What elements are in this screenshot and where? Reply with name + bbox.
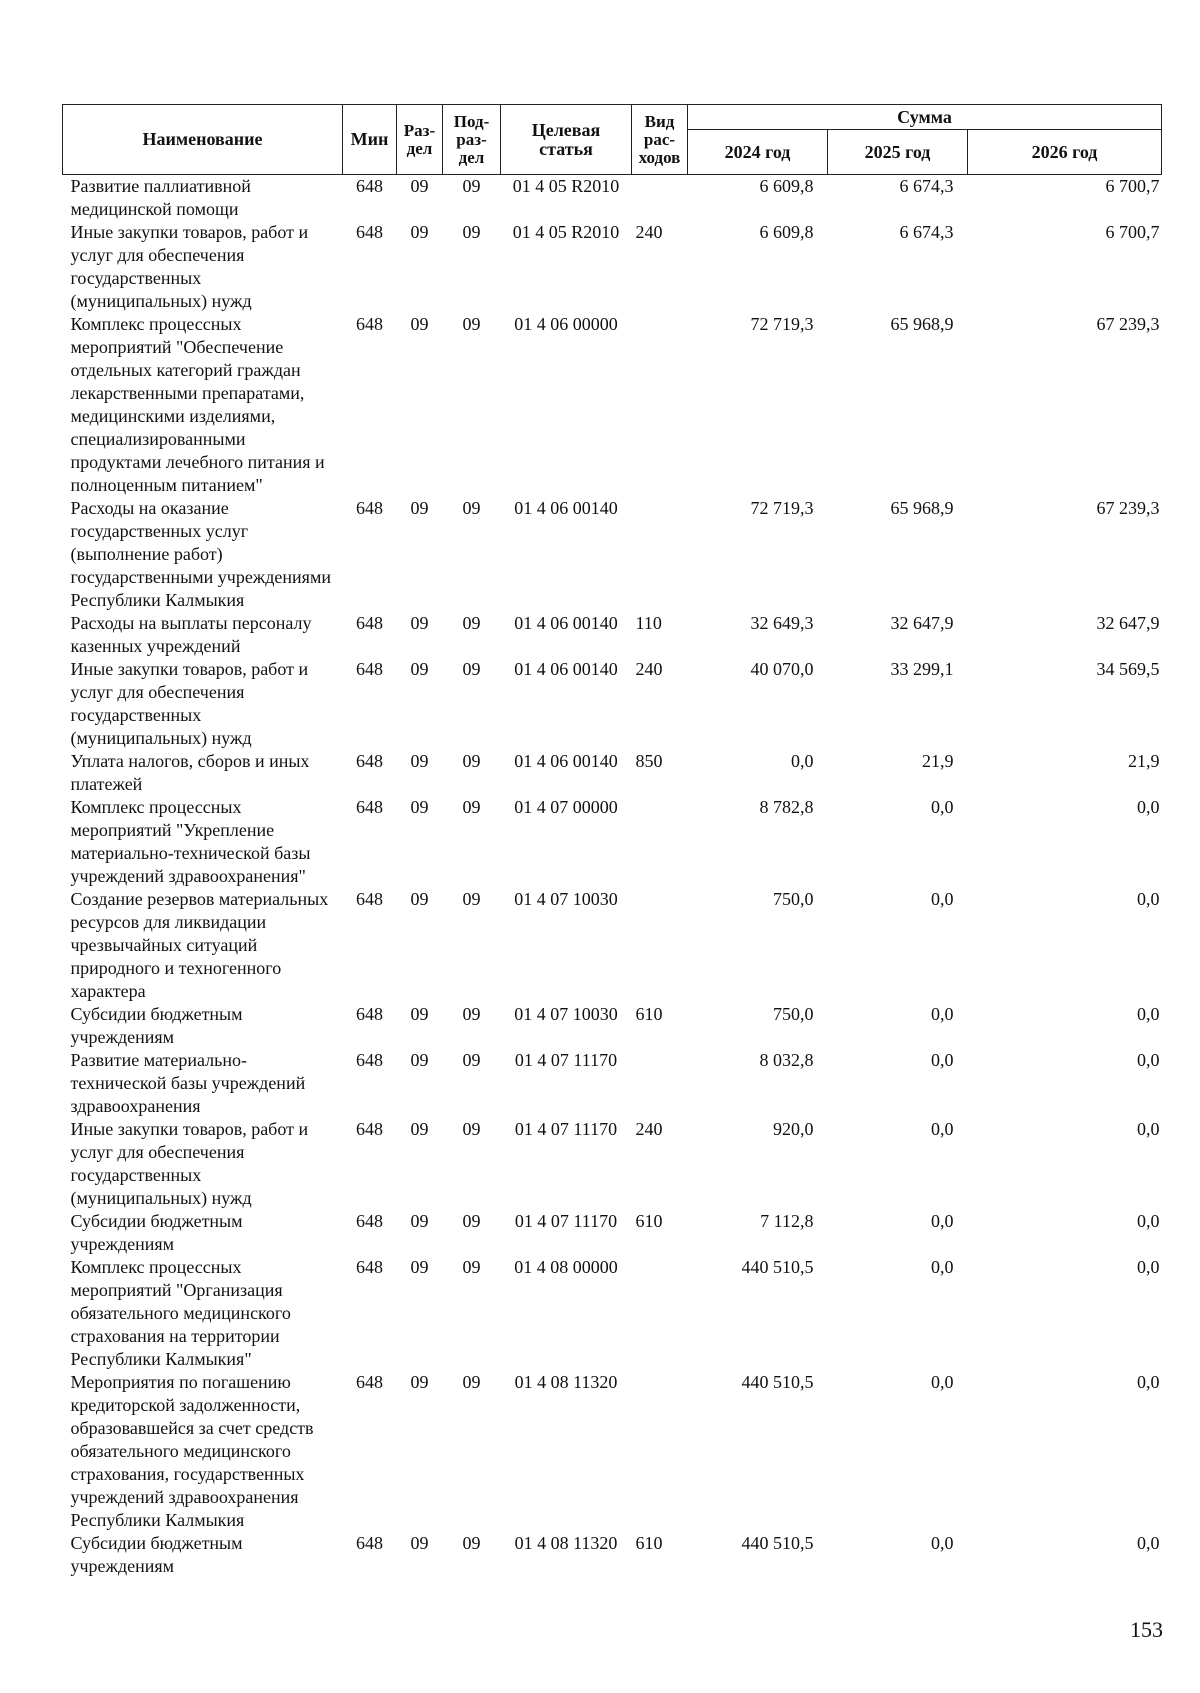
table-header [63, 105, 1162, 175]
cell-2025: 65 968,9 [890, 498, 954, 518]
cell-name: Развитие паллиативной медицинской помощи [70, 176, 251, 219]
table-body [63, 175, 1162, 1579]
cell-2024: 6 609,8 [759, 176, 814, 196]
cell-target: 01 4 05 R2010 [512, 176, 620, 196]
cell-podrazdel: 09 [462, 1372, 481, 1392]
cell-razdel: 09 [410, 1004, 429, 1024]
cell-target: 01 4 06 00000 [514, 314, 618, 334]
cell-2025: 21,9 [922, 751, 954, 771]
cell-name: Мероприятия по погашению кредиторской задолженности, образовавшейся за счет средств обязательного медицинского страхования, государственных учреждений здравоохранения Республики Калмыкия [70, 1372, 314, 1530]
cell-2025: 0,0 [931, 1211, 954, 1231]
cell-2026: 0,0 [1137, 889, 1160, 909]
cell-name: Субсидии бюджетным учреждениям [70, 1533, 243, 1576]
header-2025: 2025 год [828, 130, 968, 175]
cell-2024: 750,0 [773, 1004, 814, 1024]
cell-2025: 0,0 [931, 1372, 954, 1392]
cell-podrazdel: 09 [462, 797, 481, 817]
cell-min: 648 [356, 1257, 383, 1277]
cell-2025: 0,0 [931, 1050, 954, 1070]
table-row [63, 313, 1162, 497]
table-row [63, 175, 1162, 222]
cell-min: 648 [356, 1372, 383, 1392]
table-row [63, 796, 1162, 888]
cell-min: 648 [356, 659, 383, 679]
cell-2025: 6 674,3 [899, 176, 954, 196]
cell-target: 01 4 05 R2010 [512, 222, 620, 242]
cell-2025: 32 647,9 [890, 613, 954, 633]
cell-podrazdel: 09 [462, 889, 481, 909]
cell-2024: 6 609,8 [759, 222, 814, 242]
cell-2024: 440 510,5 [741, 1372, 814, 1392]
cell-min: 648 [356, 314, 383, 334]
cell-razdel: 09 [410, 498, 429, 518]
table-row [63, 658, 1162, 750]
cell-razdel: 09 [410, 797, 429, 817]
cell-vid [632, 1371, 688, 1532]
cell-vid: 110 [635, 613, 662, 633]
header-min: Мин [343, 105, 397, 175]
table-row [63, 497, 1162, 612]
cell-name: Комплекс процессных мероприятий "Обеспечение отдельных категорий граждан лекарственными препаратами, медицинскими изделиями, специализированными продуктами лечебного питания и полноценным питанием" [70, 314, 325, 495]
cell-target: 01 4 06 00140 [514, 751, 618, 771]
cell-2026: 0,0 [1137, 797, 1160, 817]
cell-razdel: 09 [410, 751, 429, 771]
cell-name: Иные закупки товаров, работ и услуг для обеспечения государственных (муниципальных) нужд [70, 659, 309, 748]
cell-vid: 240 [635, 659, 663, 679]
cell-min: 648 [356, 222, 383, 242]
cell-target: 01 4 06 00140 [514, 498, 618, 518]
page-number: 153 [1130, 1617, 1163, 1642]
cell-vid: 610 [635, 1211, 663, 1231]
cell-name: Иные закупки товаров, работ и услуг для обеспечения государственных (муниципальных) нужд [70, 222, 309, 311]
cell-razdel: 09 [410, 659, 429, 679]
cell-razdel: 09 [410, 1257, 429, 1277]
cell-min: 648 [356, 176, 383, 196]
cell-name: Субсидии бюджетным учреждениям [70, 1004, 243, 1047]
cell-podrazdel: 09 [462, 1533, 481, 1553]
cell-2024: 72 719,3 [750, 498, 814, 518]
cell-min: 648 [356, 889, 383, 909]
header-name: Наименование [63, 105, 343, 175]
cell-2025: 0,0 [931, 1119, 954, 1139]
cell-name: Комплекс процессных мероприятий "Организация обязательного медицинского страхования на территории Республики Калмыкия" [70, 1257, 291, 1369]
cell-2026: 6 700,7 [1105, 222, 1160, 242]
header-summa: Сумма [688, 105, 1162, 130]
cell-min: 648 [356, 1050, 383, 1070]
cell-2024: 72 719,3 [750, 314, 814, 334]
cell-razdel: 09 [410, 314, 429, 334]
table-row [63, 612, 1162, 658]
cell-2024: 32 649,3 [750, 613, 814, 633]
cell-podrazdel: 09 [462, 176, 481, 196]
cell-podrazdel: 09 [462, 613, 481, 633]
cell-2026: 0,0 [1137, 1004, 1160, 1024]
table-row [63, 1210, 1162, 1256]
cell-2025: 65 968,9 [890, 314, 954, 334]
cell-2024: 0,0 [791, 751, 814, 771]
cell-name: Создание резервов материальных ресурсов для ликвидации чрезвычайных ситуаций природного и техногенного характера [70, 889, 329, 1001]
cell-2024: 750,0 [773, 889, 814, 909]
cell-name: Иные закупки товаров, работ и услуг для обеспечения государственных (муниципальных) нужд [70, 1119, 309, 1208]
cell-podrazdel: 09 [462, 659, 481, 679]
cell-2024: 920,0 [773, 1119, 814, 1139]
cell-2026: 0,0 [1137, 1211, 1160, 1231]
cell-podrazdel: 09 [462, 222, 481, 242]
cell-vid [632, 1049, 688, 1118]
cell-2024: 440 510,5 [741, 1533, 814, 1553]
table-row [63, 1256, 1162, 1371]
cell-2026: 34 569,5 [1096, 659, 1160, 679]
cell-razdel: 09 [410, 1372, 429, 1392]
cell-razdel: 09 [410, 1119, 429, 1139]
cell-razdel: 09 [410, 1211, 429, 1231]
cell-2024: 7 112,8 [760, 1211, 814, 1231]
cell-2026: 0,0 [1137, 1119, 1160, 1139]
header-razdel: Раз- дел [397, 105, 443, 175]
table-row [63, 1118, 1162, 1210]
cell-podrazdel: 09 [462, 1004, 481, 1024]
table-row [63, 1049, 1162, 1118]
cell-min: 648 [356, 751, 383, 771]
cell-2024: 8 782,8 [759, 797, 814, 817]
cell-vid: 240 [635, 1119, 663, 1139]
cell-2025: 6 674,3 [899, 222, 954, 242]
cell-podrazdel: 09 [462, 751, 481, 771]
header-2026: 2026 год [968, 130, 1162, 175]
cell-vid: 610 [635, 1533, 663, 1553]
cell-2025: 0,0 [931, 1004, 954, 1024]
cell-podrazdel: 09 [462, 314, 481, 334]
cell-target: 01 4 06 00140 [514, 659, 618, 679]
table-row [63, 888, 1162, 1003]
cell-2024: 8 032,8 [759, 1050, 814, 1070]
cell-name: Субсидии бюджетным учреждениям [70, 1211, 243, 1254]
table-row [63, 221, 1162, 313]
cell-vid: 850 [635, 751, 663, 771]
cell-2026: 67 239,3 [1096, 314, 1160, 334]
header-target: Целевая статья [501, 105, 632, 175]
cell-podrazdel: 09 [462, 498, 481, 518]
cell-2025: 0,0 [931, 797, 954, 817]
cell-target: 01 4 08 11320 [514, 1372, 618, 1392]
cell-target: 01 4 06 00140 [514, 613, 618, 633]
cell-vid: 610 [635, 1004, 663, 1024]
cell-2026: 32 647,9 [1096, 613, 1160, 633]
cell-name: Уплата налогов, сборов и иных платежей [70, 751, 310, 794]
cell-target: 01 4 07 11170 [514, 1211, 618, 1231]
cell-razdel: 09 [410, 1533, 429, 1553]
cell-vid [632, 1256, 688, 1371]
budget-table [62, 104, 1162, 1578]
cell-name: Расходы на оказание государственных услуг (выполнение работ) государственными учреждениями Республики Калмыкия [70, 498, 331, 610]
cell-razdel: 09 [410, 889, 429, 909]
cell-name: Комплекс процессных мероприятий "Укрепление материально-технической базы учреждений здравоохранения" [70, 797, 311, 886]
cell-vid [632, 313, 688, 497]
header-podrazdel: Под- раз- дел [443, 105, 501, 175]
cell-2025: 33 299,1 [890, 659, 954, 679]
cell-podrazdel: 09 [462, 1257, 481, 1277]
cell-2024: 440 510,5 [741, 1257, 814, 1277]
cell-vid [632, 175, 688, 222]
table-row [63, 1371, 1162, 1532]
cell-min: 648 [356, 1119, 383, 1139]
cell-target: 01 4 08 00000 [514, 1257, 618, 1277]
cell-2024: 40 070,0 [750, 659, 814, 679]
cell-2025: 0,0 [931, 889, 954, 909]
cell-2026: 67 239,3 [1096, 498, 1160, 518]
cell-target: 01 4 07 11170 [514, 1119, 618, 1139]
cell-2026: 0,0 [1137, 1050, 1160, 1070]
cell-vid [632, 796, 688, 888]
cell-vid [632, 888, 688, 1003]
table-row [63, 1003, 1162, 1049]
cell-podrazdel: 09 [462, 1211, 481, 1231]
cell-razdel: 09 [410, 176, 429, 196]
table-row [63, 750, 1162, 796]
cell-name: Развитие материально-технической базы учреждений здравоохранения [70, 1050, 306, 1116]
cell-min: 648 [356, 797, 383, 817]
cell-razdel: 09 [410, 1050, 429, 1070]
cell-min: 648 [356, 498, 383, 518]
header-2024: 2024 год [688, 130, 828, 175]
cell-vid [632, 497, 688, 612]
cell-2026: 0,0 [1137, 1372, 1160, 1392]
cell-2026: 21,9 [1128, 751, 1160, 771]
header-vid: Вид рас- ходов [632, 105, 688, 175]
cell-2026: 0,0 [1137, 1257, 1160, 1277]
cell-razdel: 09 [410, 222, 429, 242]
cell-podrazdel: 09 [462, 1050, 481, 1070]
cell-min: 648 [356, 1533, 383, 1553]
cell-target: 01 4 08 11320 [514, 1533, 618, 1553]
cell-target: 01 4 07 10030 [514, 889, 618, 909]
cell-2025: 0,0 [931, 1533, 954, 1553]
cell-2026: 6 700,7 [1105, 176, 1160, 196]
table-row [63, 1532, 1162, 1578]
cell-2025: 0,0 [931, 1257, 954, 1277]
cell-target: 01 4 07 11170 [514, 1050, 618, 1070]
cell-min: 648 [356, 613, 383, 633]
cell-min: 648 [356, 1004, 383, 1024]
cell-min: 648 [356, 1211, 383, 1231]
cell-vid: 240 [635, 222, 663, 242]
cell-target: 01 4 07 00000 [514, 797, 618, 817]
cell-target: 01 4 07 10030 [514, 1004, 618, 1024]
cell-razdel: 09 [410, 613, 429, 633]
cell-podrazdel: 09 [462, 1119, 481, 1139]
cell-2026: 0,0 [1137, 1533, 1160, 1553]
cell-name: Расходы на выплаты персоналу казенных учреждений [70, 613, 312, 656]
